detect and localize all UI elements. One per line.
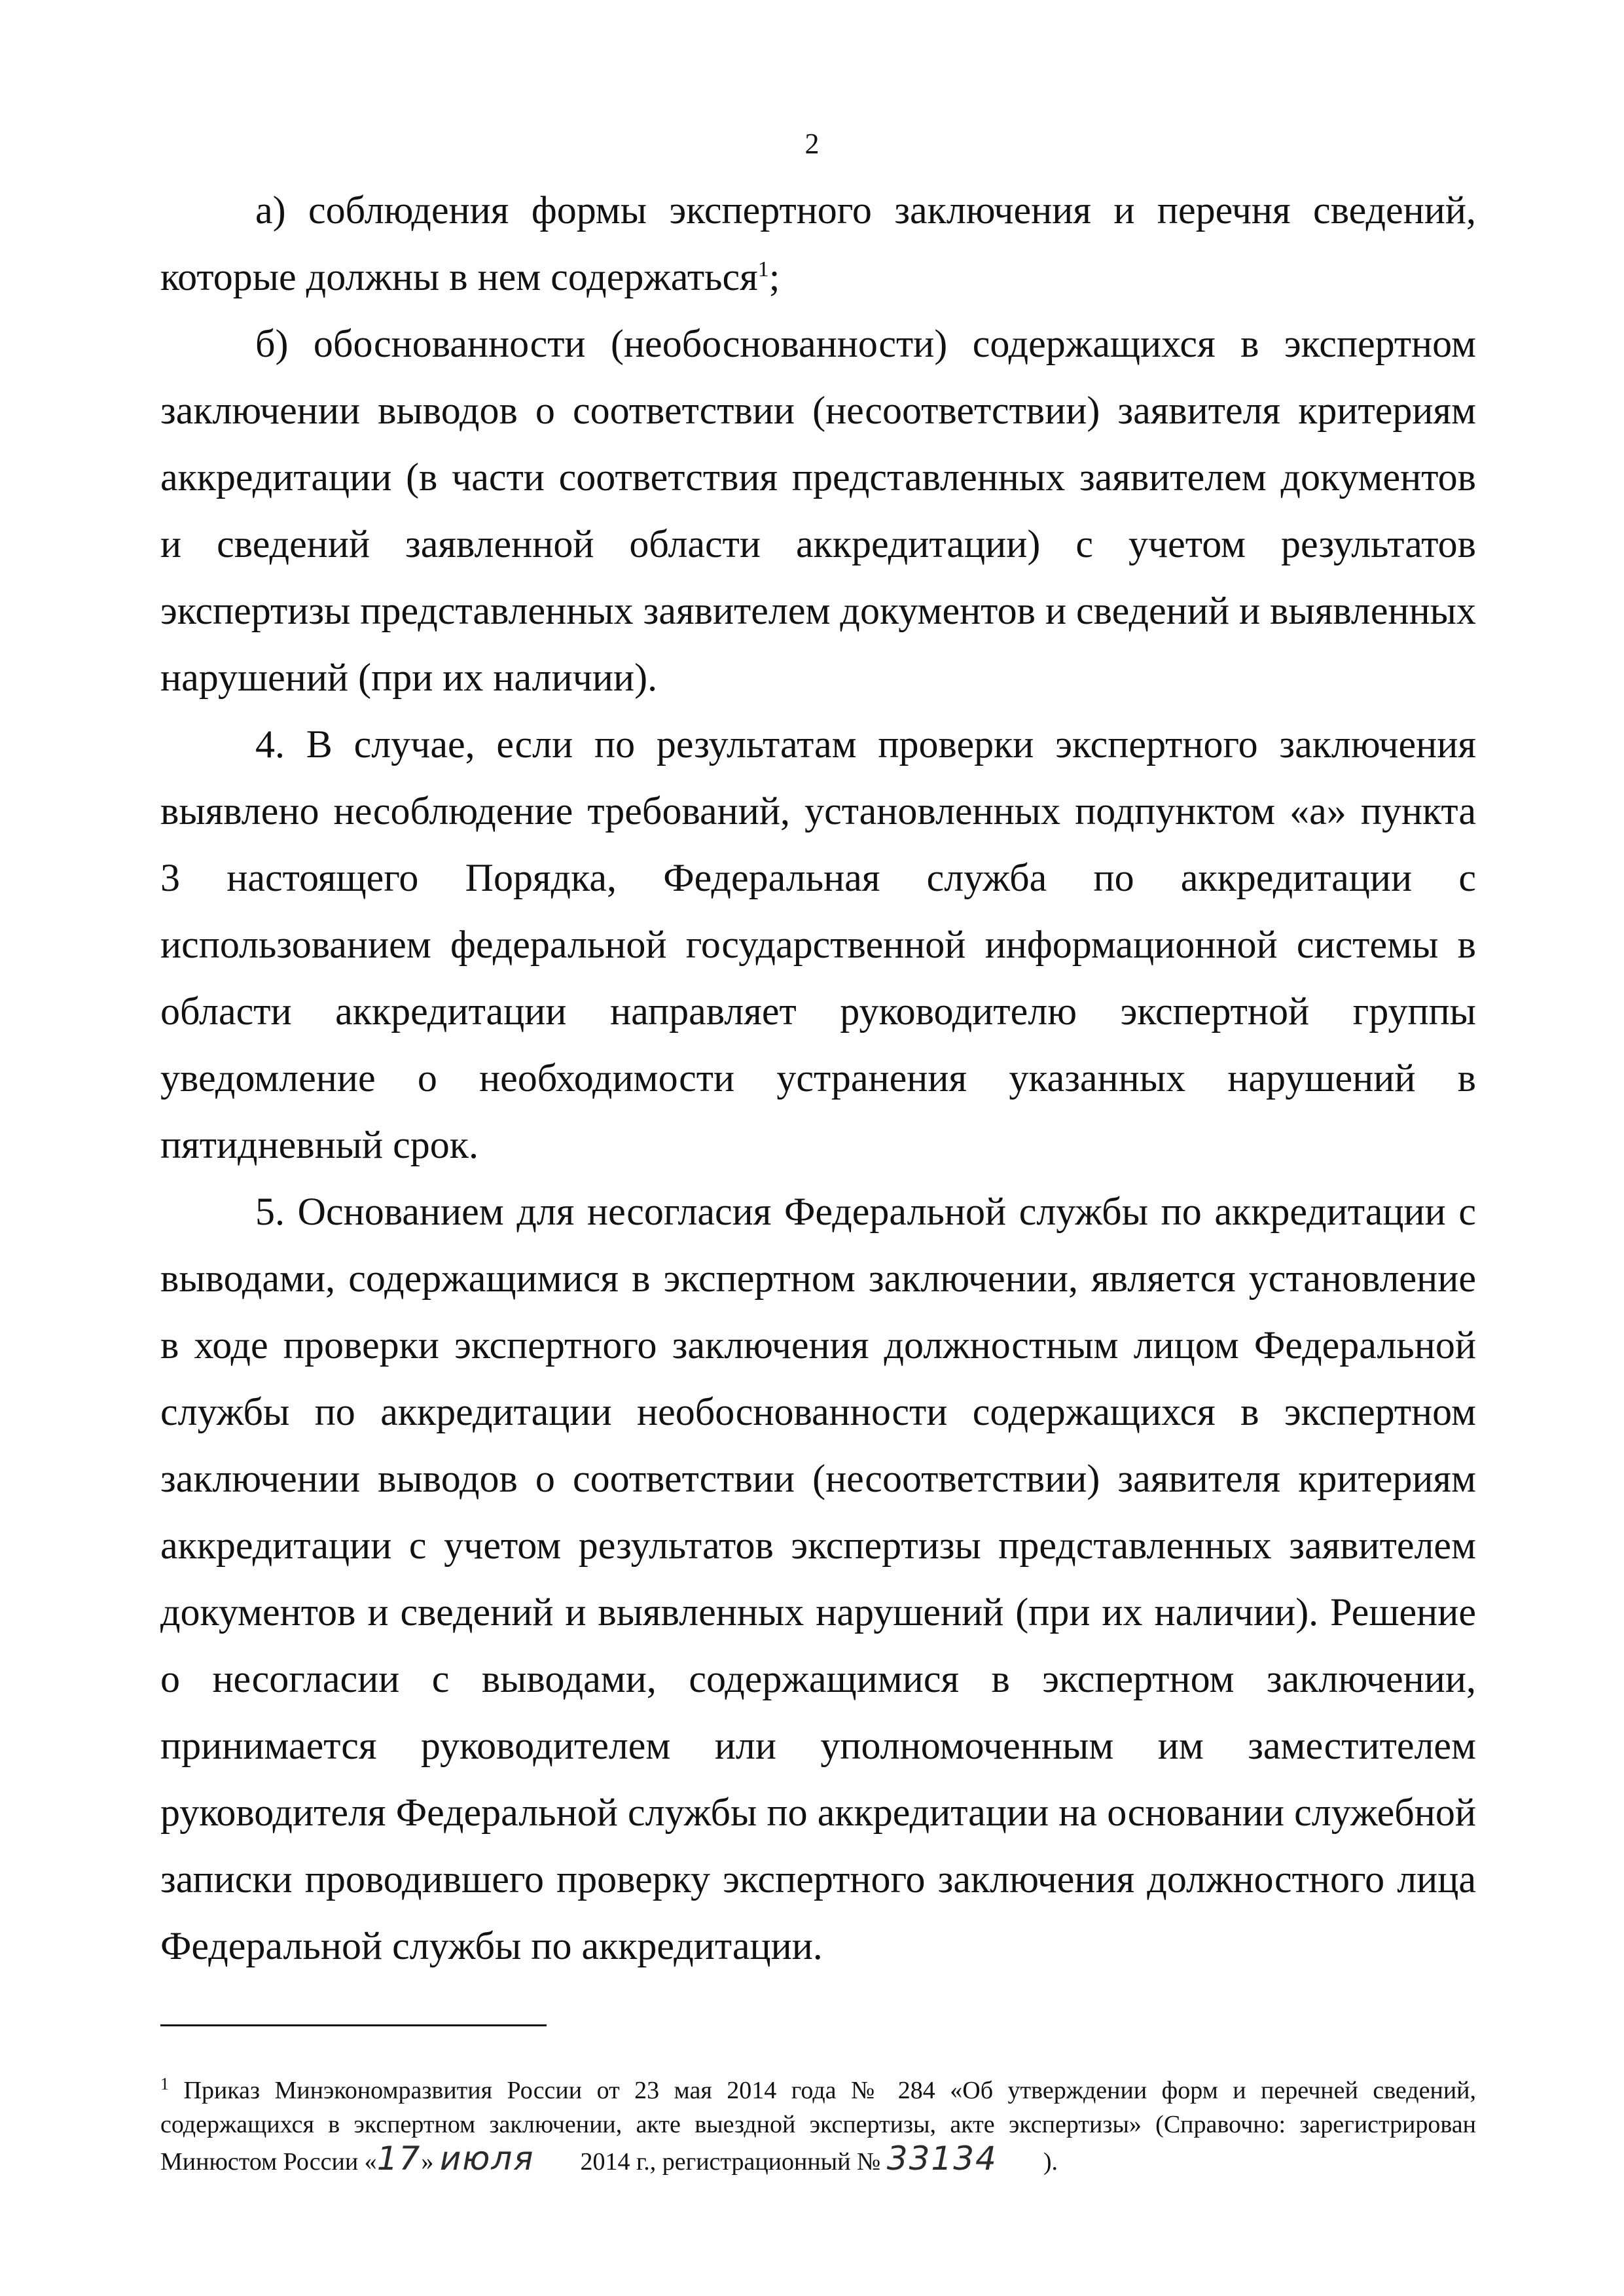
footnote bbox=[160, 2073, 1476, 2179]
paragraph-item-5: 5. Основанием для несогласия Федеральной службы по аккредитации с выводами, содержащимися в экспертном заключении, является установление в ходе проверки экспертного заключения должностным лицом Федеральной службы по аккредитации необоснованности содержащихся в экспертном заключении выводов о соответствии (несоответствии) заявителя критериям аккредитации с учетом результатов экспертизы представленных заявителем документов и сведений и выявленных нарушений (при их наличии). Решение о несогласии с выводами, содержащимися в экспертном заключении, принимается руководителем или уполномоченным им заместителем руководителя Федеральной службы по аккредитации на основании служебной записки проводившего проверку экспертного заключения должностного лица Федеральной службы по аккредитации. bbox=[160, 1190, 1476, 1967]
document-body bbox=[160, 177, 1476, 1979]
footnote-quote-close: » bbox=[421, 2148, 434, 2176]
paragraph-item-4: 4. В случае, если по результатам проверки экспертного заключения выявлено несоблюдение требований, установленных подпунктом «а» пункта 3 настоящего Порядка, Федеральная служба по аккредитации с использованием федеральной государственной информационной системы в области аккредитации направляет руководителю экспертной группы уведомление о необходимости устранения указанных нарушений в пятидневный срок. bbox=[160, 723, 1476, 1166]
footnote-paragraph bbox=[160, 2073, 1476, 2179]
footnote-marker: 1 bbox=[160, 2074, 169, 2094]
footnote-text: Приказ Минэкономразвития России от 23 мая 2014 года № 284 «Об утверждении форм и перечней сведений, содержащихся в экспертном заключении, акте выездной экспертизы, акте экспертизы» (Справочно: зарегистрирован Минюстом России « bbox=[160, 2077, 1477, 2176]
footnote-closing: ). bbox=[1043, 2148, 1058, 2176]
footnote-reference: 1 bbox=[757, 257, 769, 281]
footnote-separator bbox=[160, 2024, 547, 2026]
paragraph-subitem-a-text: а) соблюдения формы экспертного заключения и перечня сведений, которые должны в нем содержаться bbox=[160, 188, 1476, 298]
handwritten-month: июля bbox=[439, 2140, 535, 2178]
paragraph-subitem-a-end: ; bbox=[768, 255, 780, 298]
handwritten-registration-number: 33134 bbox=[886, 2140, 998, 2178]
handwritten-day: 17 bbox=[376, 2140, 422, 2178]
paragraph-subitem-a bbox=[160, 177, 1476, 310]
footnote-registration-text: 2014 г., регистрационный № bbox=[580, 2148, 881, 2176]
page-number: 2 bbox=[804, 128, 820, 160]
paragraph-subitem-b: б) обоснованности (необоснованности) содержащихся в экспертном заключении выводов о соответствии (несоответствии) заявителя критериям аккредитации (в части соответствия представленных заявителем документов и сведений заявленной области аккредитации) с учетом результатов экспертизы представленных заявителем документов и сведений и выявленных нарушений (при их наличии). bbox=[160, 322, 1476, 699]
